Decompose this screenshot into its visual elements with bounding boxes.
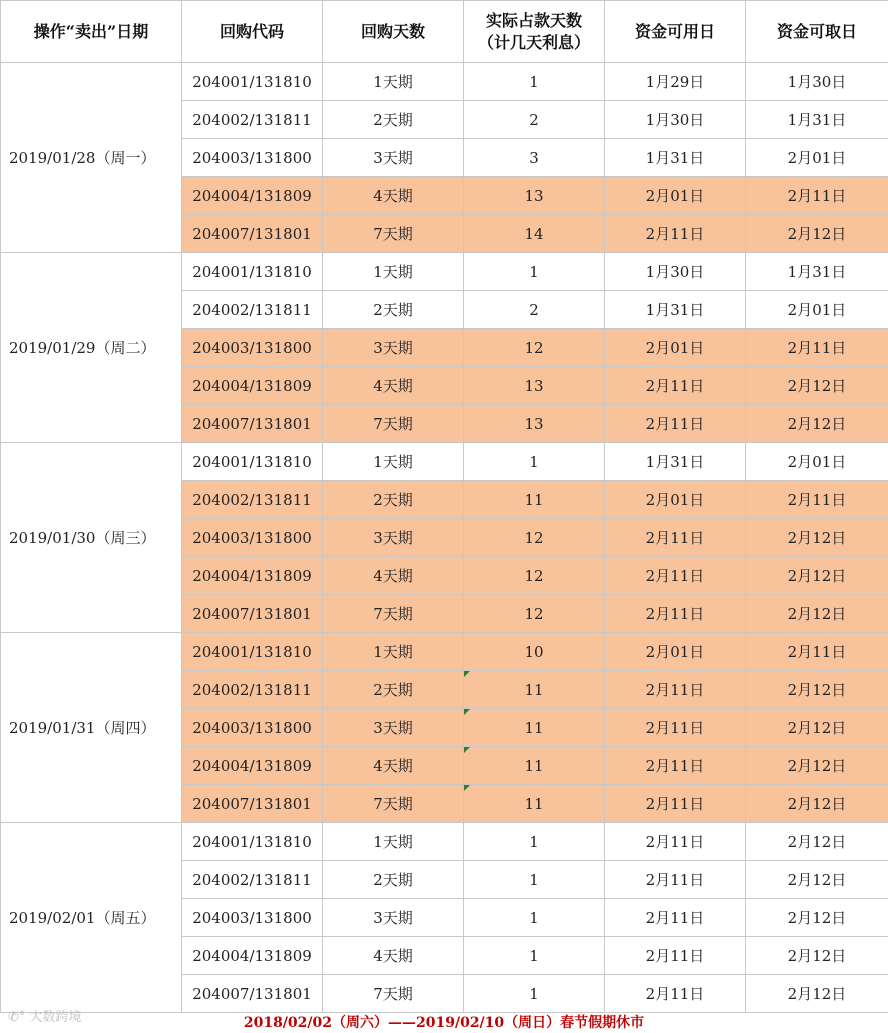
repo-code-cell: 204002/131811 — [182, 861, 323, 899]
repo-code-cell: 204007/131801 — [182, 215, 323, 253]
repo-term-cell: 7天期 — [323, 595, 464, 633]
repo-code-cell: 204004/131809 — [182, 177, 323, 215]
actual-days-cell: 2 — [464, 291, 605, 329]
withdraw-date-cell: 1月31日 — [746, 253, 888, 291]
watermark-icon: ✆° — [8, 1010, 30, 1025]
table-row — [1, 633, 888, 671]
table-row — [1, 443, 888, 481]
available-date-cell: 2月11日 — [605, 709, 746, 747]
actual-days-cell: 12 — [464, 595, 605, 633]
table-row — [1, 253, 888, 291]
available-date-cell: 2月11日 — [605, 671, 746, 709]
actual-days-cell: 1 — [464, 823, 605, 861]
actual-days-cell: 11 — [464, 785, 605, 823]
table-body — [1, 63, 888, 1013]
repo-code-cell: 204004/131809 — [182, 747, 323, 785]
actual-days-cell: 1 — [464, 63, 605, 101]
repo-term-cell: 3天期 — [323, 899, 464, 937]
repo-code-cell: 204002/131811 — [182, 101, 323, 139]
sell-date-cell: 2019/01/28（周一） — [1, 63, 182, 253]
repo-code-cell: 204002/131811 — [182, 671, 323, 709]
watermark-text: 大数跨境 — [29, 1010, 82, 1025]
available-date-cell: 2月11日 — [605, 747, 746, 785]
repo-code-cell: 204003/131800 — [182, 519, 323, 557]
repo-term-cell: 3天期 — [323, 329, 464, 367]
withdraw-date-cell: 2月12日 — [746, 823, 888, 861]
repo-term-cell: 3天期 — [323, 519, 464, 557]
withdraw-date-cell: 2月12日 — [746, 595, 888, 633]
repo-code-cell: 204007/131801 — [182, 785, 323, 823]
sell-date-cell: 2019/01/30（周三） — [1, 443, 182, 633]
available-date-cell: 2月01日 — [605, 329, 746, 367]
repo-code-cell: 204001/131810 — [182, 823, 323, 861]
withdraw-date-cell: 2月11日 — [746, 329, 888, 367]
withdraw-date-cell: 2月12日 — [746, 861, 888, 899]
actual-days-cell: 13 — [464, 405, 605, 443]
actual-days-cell: 11 — [464, 671, 605, 709]
table-row — [1, 823, 888, 861]
available-date-cell: 2月11日 — [605, 785, 746, 823]
sell-date-cell: 2019/01/31（周四） — [1, 633, 182, 823]
available-date-cell: 2月11日 — [605, 937, 746, 975]
sell-date-cell: 2019/02/01（周五） — [1, 823, 182, 1013]
withdraw-date-cell: 2月01日 — [746, 139, 888, 177]
withdraw-date-cell: 2月12日 — [746, 367, 888, 405]
actual-days-cell: 1 — [464, 253, 605, 291]
repo-code-cell: 204007/131801 — [182, 405, 323, 443]
repo-term-cell: 7天期 — [323, 975, 464, 1013]
header-withdraw-date: 资金可取日 — [746, 1, 888, 63]
repo-term-cell: 7天期 — [323, 405, 464, 443]
withdraw-date-cell: 2月12日 — [746, 899, 888, 937]
actual-days-cell: 12 — [464, 519, 605, 557]
table-row — [1, 63, 888, 101]
repo-term-cell: 3天期 — [323, 139, 464, 177]
available-date-cell: 1月31日 — [605, 291, 746, 329]
available-date-cell: 2月11日 — [605, 595, 746, 633]
repo-term-cell: 2天期 — [323, 861, 464, 899]
available-date-cell: 2月11日 — [605, 975, 746, 1013]
withdraw-date-cell: 2月12日 — [746, 671, 888, 709]
repo-code-cell: 204003/131800 — [182, 329, 323, 367]
repo-term-cell: 1天期 — [323, 823, 464, 861]
repo-term-cell: 4天期 — [323, 177, 464, 215]
holiday-note: 2018/02/02（周六）——2019/02/10（周日）春节假期休市 — [243, 1015, 645, 1031]
actual-days-cell: 13 — [464, 367, 605, 405]
actual-days-cell: 1 — [464, 443, 605, 481]
repo-term-cell: 1天期 — [323, 63, 464, 101]
repo-term-cell: 4天期 — [323, 937, 464, 975]
repo-code-cell: 204002/131811 — [182, 291, 323, 329]
withdraw-date-cell: 2月12日 — [746, 405, 888, 443]
withdraw-date-cell: 2月11日 — [746, 481, 888, 519]
actual-days-cell: 11 — [464, 481, 605, 519]
actual-days-cell: 12 — [464, 329, 605, 367]
withdraw-date-cell: 2月12日 — [746, 937, 888, 975]
repo-term-cell: 1天期 — [323, 633, 464, 671]
available-date-cell: 2月01日 — [605, 633, 746, 671]
withdraw-date-cell: 2月11日 — [746, 633, 888, 671]
withdraw-date-cell: 2月12日 — [746, 785, 888, 823]
repo-code-cell: 204007/131801 — [182, 595, 323, 633]
withdraw-date-cell: 2月01日 — [746, 291, 888, 329]
withdraw-date-cell: 1月31日 — [746, 101, 888, 139]
repo-code-cell: 204001/131810 — [182, 633, 323, 671]
repo-term-cell: 2天期 — [323, 671, 464, 709]
repo-code-cell: 204001/131810 — [182, 253, 323, 291]
repo-term-cell: 2天期 — [323, 481, 464, 519]
available-date-cell: 1月29日 — [605, 63, 746, 101]
actual-days-cell: 12 — [464, 557, 605, 595]
available-date-cell: 2月11日 — [605, 215, 746, 253]
actual-days-cell: 3 — [464, 139, 605, 177]
repo-term-cell: 4天期 — [323, 557, 464, 595]
actual-days-cell: 1 — [464, 899, 605, 937]
actual-days-cell: 11 — [464, 709, 605, 747]
repo-term-cell: 7天期 — [323, 215, 464, 253]
repo-term-cell: 4天期 — [323, 747, 464, 785]
repo-code-cell: 204007/131801 — [182, 975, 323, 1013]
repo-code-cell: 204001/131810 — [182, 63, 323, 101]
available-date-cell: 1月31日 — [605, 443, 746, 481]
repo-term-cell: 4天期 — [323, 367, 464, 405]
available-date-cell: 2月11日 — [605, 557, 746, 595]
repo-code-cell: 204004/131809 — [182, 367, 323, 405]
available-date-cell: 2月01日 — [605, 177, 746, 215]
repo-code-cell: 204001/131810 — [182, 443, 323, 481]
available-date-cell: 1月30日 — [605, 253, 746, 291]
withdraw-date-cell: 2月12日 — [746, 519, 888, 557]
withdraw-date-cell: 2月12日 — [746, 975, 888, 1013]
actual-days-cell: 10 — [464, 633, 605, 671]
available-date-cell: 2月11日 — [605, 519, 746, 557]
withdraw-date-cell: 2月12日 — [746, 747, 888, 785]
withdraw-date-cell: 2月12日 — [746, 215, 888, 253]
repo-code-cell: 204004/131809 — [182, 937, 323, 975]
repo-term-cell: 1天期 — [323, 443, 464, 481]
available-date-cell: 2月11日 — [605, 861, 746, 899]
actual-days-cell: 13 — [464, 177, 605, 215]
actual-days-cell: 1 — [464, 975, 605, 1013]
header-repo-term: 回购天数 — [323, 1, 464, 63]
actual-days-cell: 14 — [464, 215, 605, 253]
repo-code-cell: 204002/131811 — [182, 481, 323, 519]
actual-days-cell: 2 — [464, 101, 605, 139]
repo-term-cell: 2天期 — [323, 291, 464, 329]
header-actual-days-text: 实际占款天数 （计几天利息） — [477, 10, 590, 52]
withdraw-date-cell: 2月12日 — [746, 709, 888, 747]
repo-code-cell: 204003/131800 — [182, 139, 323, 177]
header-actual-days — [464, 1, 605, 63]
header-sell-date: 操作“卖出”日期 — [1, 1, 182, 63]
withdraw-date-cell: 1月30日 — [746, 63, 888, 101]
actual-days-cell: 1 — [464, 937, 605, 975]
repo-code-cell: 204003/131800 — [182, 899, 323, 937]
repo-term-cell: 1天期 — [323, 253, 464, 291]
repo-code-cell: 204003/131800 — [182, 709, 323, 747]
header-repo-code: 回购代码 — [182, 1, 323, 63]
actual-days-cell: 11 — [464, 747, 605, 785]
withdraw-date-cell: 2月01日 — [746, 443, 888, 481]
available-date-cell: 2月11日 — [605, 367, 746, 405]
available-date-cell: 1月30日 — [605, 101, 746, 139]
available-date-cell: 2月11日 — [605, 823, 746, 861]
available-date-cell: 2月11日 — [605, 405, 746, 443]
available-date-cell: 1月31日 — [605, 139, 746, 177]
sell-date-cell: 2019/01/29（周二） — [1, 253, 182, 443]
header-row — [1, 1, 888, 63]
repo-term-cell: 7天期 — [323, 785, 464, 823]
withdraw-date-cell: 2月11日 — [746, 177, 888, 215]
repo-code-cell: 204004/131809 — [182, 557, 323, 595]
available-date-cell: 2月11日 — [605, 899, 746, 937]
available-date-cell: 2月01日 — [605, 481, 746, 519]
actual-days-cell: 1 — [464, 861, 605, 899]
withdraw-date-cell: 2月12日 — [746, 557, 888, 595]
repo-term-cell: 3天期 — [323, 709, 464, 747]
header-available-date: 资金可用日 — [605, 1, 746, 63]
repo-term-cell: 2天期 — [323, 101, 464, 139]
